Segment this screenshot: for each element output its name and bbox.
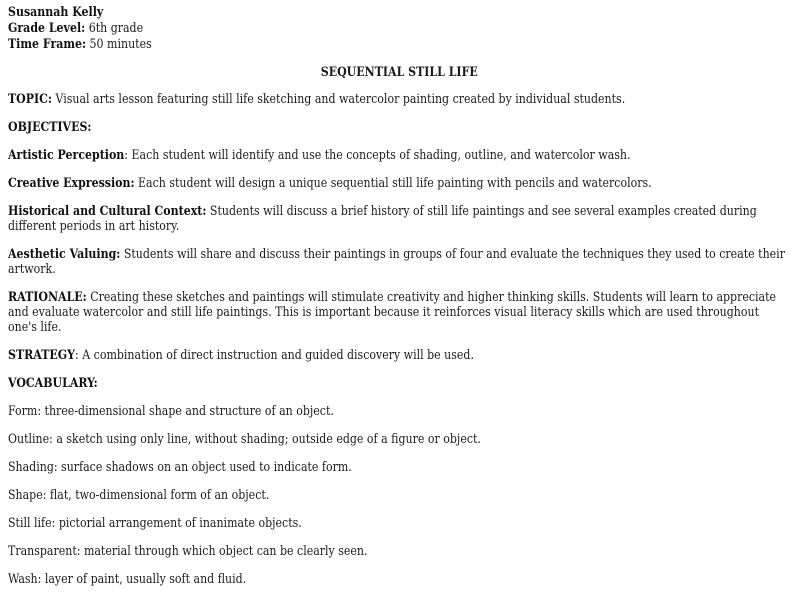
vocab-item: Outline: a sketch using only line, without shading; outside edge of a figure or object. <box>8 432 481 447</box>
objective-creative-expression: Creative Expression: Each student will design a unique sequential still life painting with pencils and watercolors. <box>8 176 652 191</box>
objective-historical-context: Historical and Cultural Context: Students will discuss a brief history of still life paintings and see several examples created during different periods in art history. <box>8 204 757 234</box>
vocab-item: Wash: layer of paint, usually soft and fluid. <box>8 572 247 587</box>
topic: TOPIC: Visual arts lesson featuring still life sketching and watercolor painting created by individual students. <box>8 92 626 107</box>
vocab-item: Form: three-dimensional shape and structure of an object. <box>8 404 334 419</box>
vocab-item: Shading: surface shadows on an object used to indicate form. <box>8 460 352 475</box>
objective-artistic-perception: Artistic Perception: Each student will identify and use the concepts of shading, outline, and watercolor wash. <box>8 148 631 163</box>
objectives-heading: OBJECTIVES: <box>8 120 92 135</box>
vocab-item: Still life: pictorial arrangement of inanimate objects. <box>8 516 302 531</box>
vocab-item: Shape: flat, two-dimensional form of an object. <box>8 488 270 503</box>
author-name: Susannah Kelly <box>8 5 104 20</box>
rationale: RATIONALE: Creating these sketches and paintings will stimulate creativity and higher thinking skills. Students will learn to appreciate and evaluate watercolor and still life paintings. This is important because it reinforces visual literacy skills which are used throughout one's life. <box>8 290 777 335</box>
vocabulary-heading: VOCABULARY: <box>8 376 98 391</box>
header-block <box>8 5 791 53</box>
vocab-item: Transparent: material through which object can be clearly seen. <box>8 544 368 559</box>
lesson-plan-document <box>8 5 791 600</box>
document-title: SEQUENTIAL STILL LIFE <box>320 65 478 80</box>
time-frame: Time Frame: 50 minutes <box>8 37 152 52</box>
objective-aesthetic-valuing: Aesthetic Valuing: Students will share and discuss their paintings in groups of four and evaluate the techniques they used to create their artwork. <box>8 247 785 277</box>
grade-level: Grade Level: 6th grade <box>8 21 144 36</box>
strategy: STRATEGY: A combination of direct instruction and guided discovery will be used. <box>8 348 474 363</box>
